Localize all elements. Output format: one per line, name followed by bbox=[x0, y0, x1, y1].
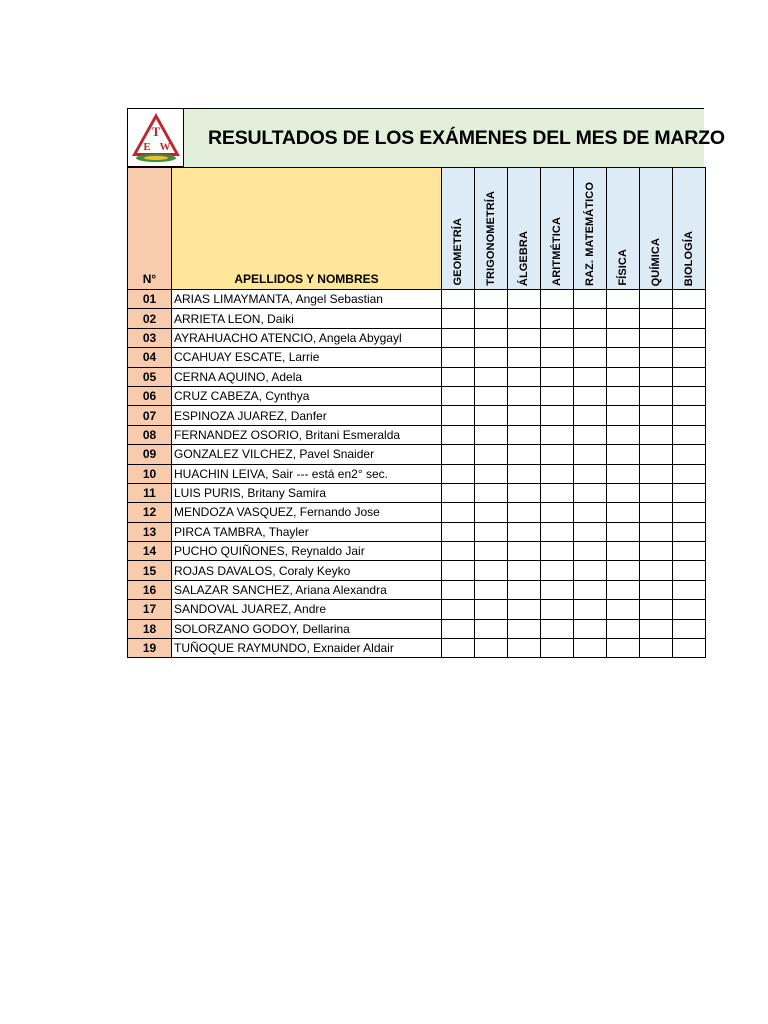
score-cell[interactable] bbox=[673, 639, 706, 658]
student-number: 10 bbox=[128, 464, 172, 483]
student-number: 12 bbox=[128, 503, 172, 522]
score-cell[interactable] bbox=[607, 348, 640, 367]
score-cell[interactable] bbox=[673, 580, 706, 599]
score-cell[interactable] bbox=[574, 309, 607, 328]
student-name: ROJAS DAVALOS, Coraly Keyko bbox=[172, 561, 442, 580]
score-cell[interactable] bbox=[475, 561, 508, 580]
score-cell[interactable] bbox=[475, 600, 508, 619]
score-cell[interactable] bbox=[541, 639, 574, 658]
score-cell[interactable] bbox=[673, 290, 706, 309]
score-cell[interactable] bbox=[574, 367, 607, 386]
score-cell[interactable] bbox=[640, 348, 673, 367]
score-cell[interactable] bbox=[640, 406, 673, 425]
score-cell[interactable] bbox=[574, 406, 607, 425]
column-header-subject bbox=[475, 168, 508, 290]
student-number: 02 bbox=[128, 309, 172, 328]
score-cell[interactable] bbox=[442, 503, 475, 522]
score-cell[interactable] bbox=[541, 406, 574, 425]
subject-label: BIOLOGÍA bbox=[683, 230, 695, 286]
column-header-name: APELLIDOS Y NOMBRES bbox=[172, 168, 442, 290]
score-cell[interactable] bbox=[475, 309, 508, 328]
score-cell[interactable] bbox=[574, 619, 607, 638]
score-cell[interactable] bbox=[541, 348, 574, 367]
score-cell[interactable] bbox=[673, 309, 706, 328]
student-name: TUÑOQUE RAYMUNDO, Exnaider Aldair bbox=[172, 639, 442, 658]
score-cell[interactable] bbox=[640, 386, 673, 405]
score-cell[interactable] bbox=[541, 580, 574, 599]
score-cell[interactable] bbox=[640, 619, 673, 638]
table-row bbox=[128, 348, 706, 367]
score-cell[interactable] bbox=[640, 483, 673, 502]
score-cell[interactable] bbox=[673, 425, 706, 444]
table-row bbox=[128, 425, 706, 444]
score-cell[interactable] bbox=[673, 503, 706, 522]
score-cell[interactable] bbox=[442, 328, 475, 347]
student-number: 03 bbox=[128, 328, 172, 347]
score-cell[interactable] bbox=[475, 348, 508, 367]
score-cell[interactable] bbox=[442, 367, 475, 386]
score-cell[interactable] bbox=[640, 425, 673, 444]
score-cell[interactable] bbox=[574, 445, 607, 464]
student-name: MENDOZA VASQUEZ, Fernando Jose bbox=[172, 503, 442, 522]
column-header-subject bbox=[607, 168, 640, 290]
score-cell[interactable] bbox=[640, 367, 673, 386]
score-cell[interactable] bbox=[508, 561, 541, 580]
score-cell[interactable] bbox=[541, 309, 574, 328]
score-cell[interactable] bbox=[673, 483, 706, 502]
column-header-subject bbox=[673, 168, 706, 290]
score-cell[interactable] bbox=[442, 580, 475, 599]
score-cell[interactable] bbox=[541, 386, 574, 405]
table-row bbox=[128, 522, 706, 541]
column-header-number: N° bbox=[128, 168, 172, 290]
score-cell[interactable] bbox=[442, 406, 475, 425]
sheet-header bbox=[127, 108, 725, 167]
table-row bbox=[128, 406, 706, 425]
student-name: HUACHIN LEIVA, Sair --- está en2° sec. bbox=[172, 464, 442, 483]
score-cell[interactable] bbox=[574, 348, 607, 367]
score-cell[interactable] bbox=[508, 600, 541, 619]
score-cell[interactable] bbox=[475, 290, 508, 309]
student-name: LUIS PURIS, Britany Samira bbox=[172, 483, 442, 502]
score-cell[interactable] bbox=[442, 386, 475, 405]
student-name: SALAZAR SANCHEZ, Ariana Alexandra bbox=[172, 580, 442, 599]
student-number: 13 bbox=[128, 522, 172, 541]
score-cell[interactable] bbox=[640, 290, 673, 309]
student-name: PUCHO QUIÑONES, Reynaldo Jair bbox=[172, 542, 442, 561]
score-cell[interactable] bbox=[640, 561, 673, 580]
score-cell[interactable] bbox=[508, 367, 541, 386]
score-cell[interactable] bbox=[574, 561, 607, 580]
score-cell[interactable] bbox=[541, 445, 574, 464]
score-cell[interactable] bbox=[574, 386, 607, 405]
score-cell[interactable] bbox=[640, 309, 673, 328]
table-row bbox=[128, 580, 706, 599]
score-cell[interactable] bbox=[640, 445, 673, 464]
score-cell[interactable] bbox=[673, 406, 706, 425]
score-cell[interactable] bbox=[607, 619, 640, 638]
score-cell[interactable] bbox=[673, 561, 706, 580]
score-cell[interactable] bbox=[574, 464, 607, 483]
score-cell[interactable] bbox=[607, 522, 640, 541]
school-logo-icon bbox=[129, 110, 183, 166]
table-row bbox=[128, 386, 706, 405]
student-name: CCAHUAY ESCATE, Larrie bbox=[172, 348, 442, 367]
score-cell[interactable] bbox=[607, 290, 640, 309]
score-cell[interactable] bbox=[541, 619, 574, 638]
table-header-row bbox=[128, 168, 706, 290]
score-cell[interactable] bbox=[442, 425, 475, 444]
score-cell[interactable] bbox=[640, 580, 673, 599]
score-cell[interactable] bbox=[574, 580, 607, 599]
score-cell[interactable] bbox=[475, 503, 508, 522]
score-cell[interactable] bbox=[607, 542, 640, 561]
score-cell[interactable] bbox=[541, 503, 574, 522]
student-name: CRUZ CABEZA, Cynthya bbox=[172, 386, 442, 405]
svg-text:T: T bbox=[151, 124, 161, 139]
score-cell[interactable] bbox=[508, 406, 541, 425]
student-number: 14 bbox=[128, 542, 172, 561]
score-cell[interactable] bbox=[475, 406, 508, 425]
score-cell[interactable] bbox=[508, 619, 541, 638]
student-number: 04 bbox=[128, 348, 172, 367]
score-cell[interactable] bbox=[673, 522, 706, 541]
score-cell[interactable] bbox=[673, 445, 706, 464]
score-cell[interactable] bbox=[442, 561, 475, 580]
score-cell[interactable] bbox=[640, 600, 673, 619]
score-cell[interactable] bbox=[541, 290, 574, 309]
score-cell[interactable] bbox=[640, 503, 673, 522]
score-cell[interactable] bbox=[508, 445, 541, 464]
score-cell[interactable] bbox=[574, 522, 607, 541]
score-cell[interactable] bbox=[475, 639, 508, 658]
score-cell[interactable] bbox=[508, 328, 541, 347]
table-row bbox=[128, 483, 706, 502]
subject-label: TRIGONOMETRÍA bbox=[485, 191, 497, 286]
score-cell[interactable] bbox=[508, 483, 541, 502]
subject-label: ARITMÉTICA bbox=[551, 217, 563, 286]
page-title: RESULTADOS DE LOS EXÁMENES DEL MES DE MARZO bbox=[208, 127, 725, 149]
score-cell[interactable] bbox=[541, 425, 574, 444]
table-row bbox=[128, 503, 706, 522]
score-cell[interactable] bbox=[508, 348, 541, 367]
score-cell[interactable] bbox=[475, 580, 508, 599]
score-cell[interactable] bbox=[442, 542, 475, 561]
table-row bbox=[128, 445, 706, 464]
score-cell[interactable] bbox=[475, 445, 508, 464]
results-table bbox=[127, 167, 706, 658]
score-cell[interactable] bbox=[607, 580, 640, 599]
score-cell[interactable] bbox=[673, 367, 706, 386]
table-row bbox=[128, 328, 706, 347]
score-cell[interactable] bbox=[640, 639, 673, 658]
score-cell[interactable] bbox=[607, 367, 640, 386]
score-cell[interactable] bbox=[442, 309, 475, 328]
student-number: 06 bbox=[128, 386, 172, 405]
score-cell[interactable] bbox=[541, 522, 574, 541]
score-cell[interactable] bbox=[508, 542, 541, 561]
score-cell[interactable] bbox=[607, 600, 640, 619]
student-number: 01 bbox=[128, 290, 172, 309]
table-row bbox=[128, 639, 706, 658]
score-cell[interactable] bbox=[607, 425, 640, 444]
score-cell[interactable] bbox=[574, 290, 607, 309]
score-cell[interactable] bbox=[640, 542, 673, 561]
score-cell[interactable] bbox=[607, 386, 640, 405]
score-cell[interactable] bbox=[607, 309, 640, 328]
svg-text:W: W bbox=[159, 141, 171, 153]
score-cell[interactable] bbox=[442, 290, 475, 309]
table-row bbox=[128, 561, 706, 580]
table-row bbox=[128, 309, 706, 328]
score-cell[interactable] bbox=[574, 542, 607, 561]
table-row bbox=[128, 542, 706, 561]
score-cell[interactable] bbox=[442, 464, 475, 483]
score-cell[interactable] bbox=[442, 639, 475, 658]
score-cell[interactable] bbox=[475, 367, 508, 386]
column-header-subject bbox=[574, 168, 607, 290]
table-row bbox=[128, 290, 706, 309]
score-cell[interactable] bbox=[541, 367, 574, 386]
student-number: 15 bbox=[128, 561, 172, 580]
score-cell[interactable] bbox=[508, 290, 541, 309]
score-cell[interactable] bbox=[508, 425, 541, 444]
score-cell[interactable] bbox=[640, 328, 673, 347]
score-cell[interactable] bbox=[574, 425, 607, 444]
score-cell[interactable] bbox=[508, 639, 541, 658]
student-name: AYRAHUACHO ATENCIO, Angela Abygayl bbox=[172, 328, 442, 347]
results-sheet bbox=[127, 108, 725, 658]
score-cell[interactable] bbox=[541, 600, 574, 619]
column-header-subject bbox=[508, 168, 541, 290]
score-cell[interactable] bbox=[673, 348, 706, 367]
score-cell[interactable] bbox=[541, 561, 574, 580]
subject-label: GEOMETRÍA bbox=[452, 218, 464, 286]
subject-label: QUÍMICA bbox=[650, 237, 662, 286]
score-cell[interactable] bbox=[475, 464, 508, 483]
column-header-subject bbox=[442, 168, 475, 290]
score-cell[interactable] bbox=[475, 483, 508, 502]
score-cell[interactable] bbox=[508, 386, 541, 405]
score-cell[interactable] bbox=[607, 639, 640, 658]
score-cell[interactable] bbox=[607, 561, 640, 580]
student-name: FERNANDEZ OSORIO, Britani Esmeralda bbox=[172, 425, 442, 444]
score-cell[interactable] bbox=[673, 464, 706, 483]
score-cell[interactable] bbox=[541, 483, 574, 502]
score-cell[interactable] bbox=[541, 464, 574, 483]
school-logo-cell bbox=[127, 108, 184, 167]
score-cell[interactable] bbox=[442, 522, 475, 541]
score-cell[interactable] bbox=[673, 542, 706, 561]
subject-label: FÍSICA bbox=[617, 249, 629, 286]
score-cell[interactable] bbox=[607, 328, 640, 347]
table-row bbox=[128, 367, 706, 386]
score-cell[interactable] bbox=[508, 580, 541, 599]
score-cell[interactable] bbox=[442, 619, 475, 638]
score-cell[interactable] bbox=[607, 406, 640, 425]
score-cell[interactable] bbox=[508, 309, 541, 328]
student-name: ESPINOZA JUAREZ, Danfer bbox=[172, 406, 442, 425]
score-cell[interactable] bbox=[508, 503, 541, 522]
score-cell[interactable] bbox=[607, 483, 640, 502]
score-cell[interactable] bbox=[574, 483, 607, 502]
student-number: 11 bbox=[128, 483, 172, 502]
score-cell[interactable] bbox=[475, 386, 508, 405]
student-number: 09 bbox=[128, 445, 172, 464]
subject-label: ÁLGEBRA bbox=[518, 230, 530, 286]
student-name: CERNA AQUINO, Adela bbox=[172, 367, 442, 386]
table-row bbox=[128, 464, 706, 483]
student-number: 16 bbox=[128, 580, 172, 599]
score-cell[interactable] bbox=[607, 464, 640, 483]
student-name: ARRIETA LEON, Daiki bbox=[172, 309, 442, 328]
student-number: 18 bbox=[128, 619, 172, 638]
score-cell[interactable] bbox=[673, 600, 706, 619]
score-cell[interactable] bbox=[475, 522, 508, 541]
student-name: PIRCA TAMBRA, Thayler bbox=[172, 522, 442, 541]
student-name: GONZALEZ VILCHEZ, Pavel Snaider bbox=[172, 445, 442, 464]
student-name: SANDOVAL JUAREZ, Andre bbox=[172, 600, 442, 619]
student-number: 19 bbox=[128, 639, 172, 658]
student-number: 17 bbox=[128, 600, 172, 619]
score-cell[interactable] bbox=[508, 522, 541, 541]
score-cell[interactable] bbox=[475, 619, 508, 638]
score-cell[interactable] bbox=[475, 328, 508, 347]
student-name: SOLORZANO GODOY, Dellarina bbox=[172, 619, 442, 638]
score-cell[interactable] bbox=[541, 542, 574, 561]
column-header-subject bbox=[640, 168, 673, 290]
score-cell[interactable] bbox=[442, 483, 475, 502]
score-cell[interactable] bbox=[673, 386, 706, 405]
score-cell[interactable] bbox=[574, 600, 607, 619]
score-cell[interactable] bbox=[574, 503, 607, 522]
score-cell[interactable] bbox=[442, 445, 475, 464]
score-cell[interactable] bbox=[607, 445, 640, 464]
student-name: ARIAS LIMAYMANTA, Angel Sebastian bbox=[172, 290, 442, 309]
score-cell[interactable] bbox=[673, 328, 706, 347]
score-cell[interactable] bbox=[475, 542, 508, 561]
score-cell[interactable] bbox=[475, 425, 508, 444]
title-cell bbox=[184, 108, 725, 167]
svg-text:E: E bbox=[143, 141, 151, 153]
student-number: 05 bbox=[128, 367, 172, 386]
score-cell[interactable] bbox=[541, 328, 574, 347]
subject-label: RAZ. MATEMÁTICO bbox=[584, 182, 596, 286]
score-cell[interactable] bbox=[574, 328, 607, 347]
student-number: 07 bbox=[128, 406, 172, 425]
column-header-subject bbox=[541, 168, 574, 290]
score-cell[interactable] bbox=[442, 348, 475, 367]
score-cell[interactable] bbox=[640, 464, 673, 483]
score-cell[interactable] bbox=[673, 619, 706, 638]
score-cell[interactable] bbox=[640, 522, 673, 541]
table-row bbox=[128, 619, 706, 638]
score-cell[interactable] bbox=[442, 600, 475, 619]
table-row bbox=[128, 600, 706, 619]
table-body bbox=[128, 290, 706, 658]
student-number: 08 bbox=[128, 425, 172, 444]
score-cell[interactable] bbox=[607, 503, 640, 522]
score-cell[interactable] bbox=[574, 639, 607, 658]
score-cell[interactable] bbox=[508, 464, 541, 483]
